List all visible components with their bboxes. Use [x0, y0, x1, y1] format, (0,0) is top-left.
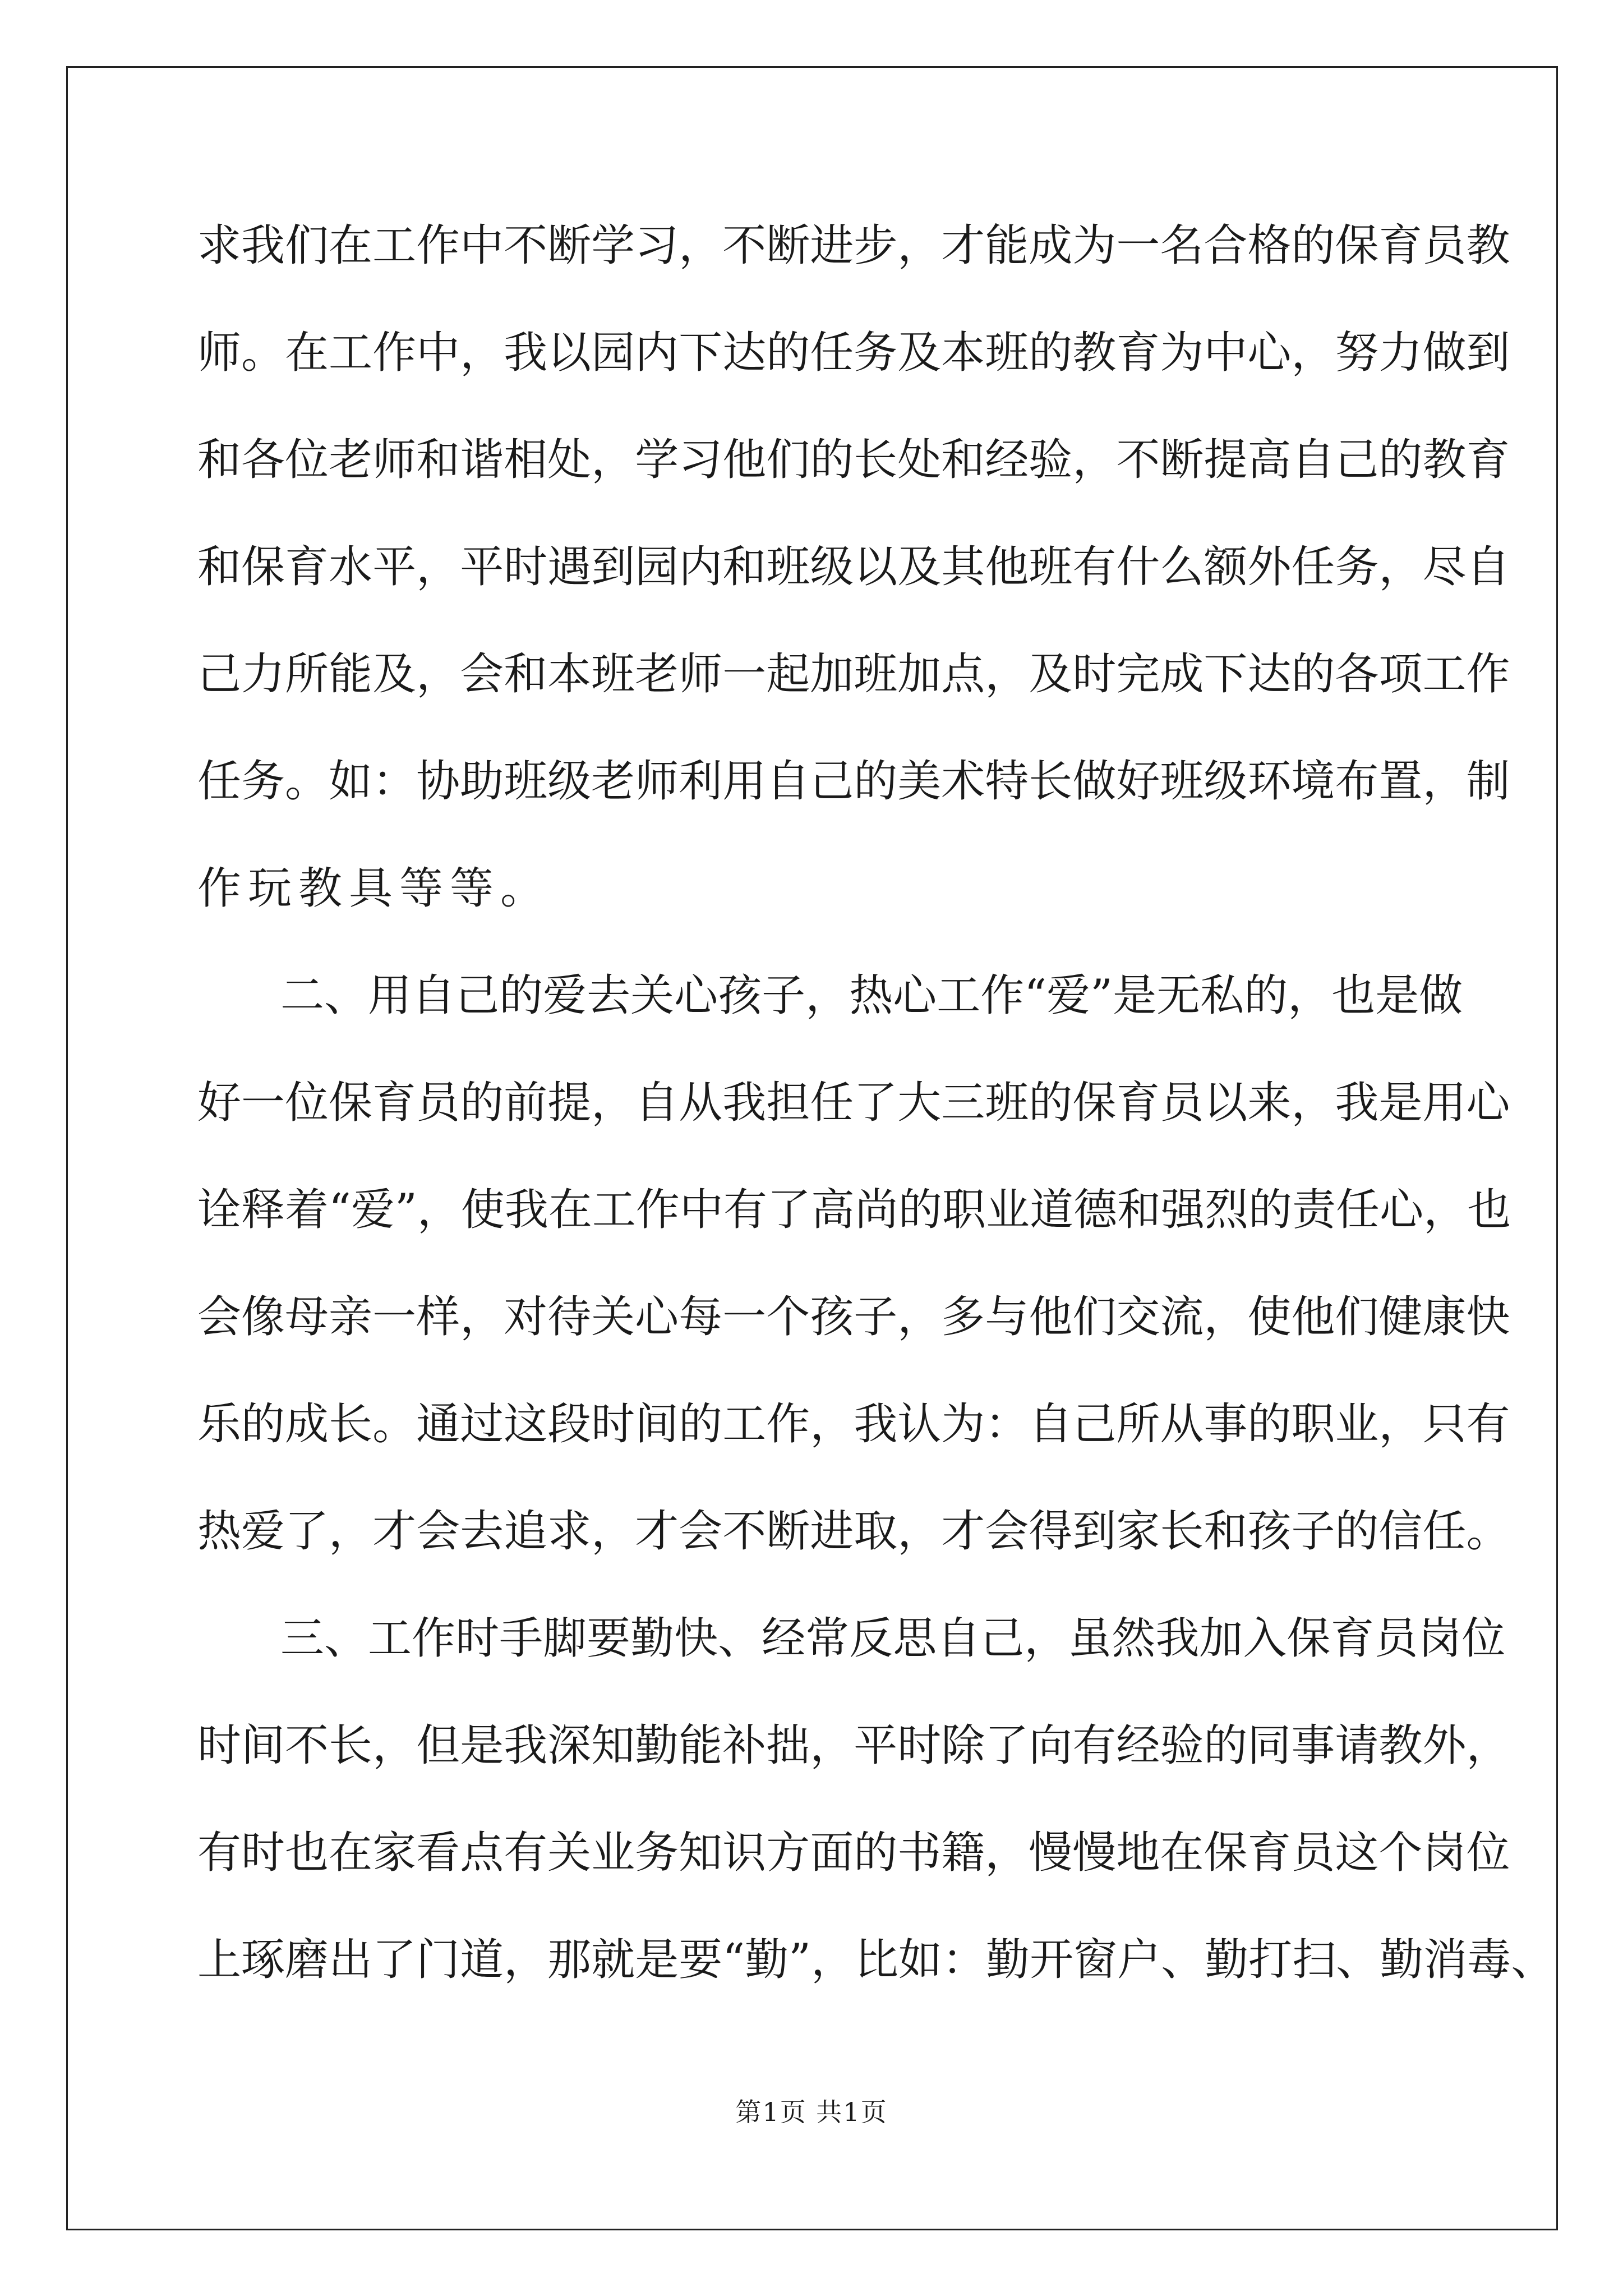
text-line: 任 务 。 如 ： 协 助 班 级 老 师 利 用 自 己 的 美 术 特 长 做 好 班 级 环 境 布 置 ， 制	[197, 756, 1510, 807]
text-line: 上 琢 磨 出 了 门 道 ， 那 就 是 要 “ 勤 ” ， 比 如 ： 勤 开 窗 户 、 勤 打 扫 、 勤 消 毒 、	[197, 1935, 1555, 1985]
text-line: 师 。 在 工 作 中 ， 我 以 园 内 下 达 的 任 务 及 本 班 的 教 育 为 中 心 ， 努 力 做 到	[197, 328, 1510, 378]
text-line: 热 爱 了 ， 才 会 去 追 求 ， 才 会 不 断 进 取 ， 才 会 得 到 家 长 和 孩 子 的 信 任 。	[197, 1506, 1510, 1557]
text-line: 好 一 位 保 育 员 的 前 提 ， 自 从 我 担 任 了 大 三 班 的 保 育 员 以 来 ， 我 是 用 心	[197, 1078, 1510, 1128]
text-line: 和 各 位 老 师 和 谐 相 处 ， 学 习 他 们 的 长 处 和 经 验 ， 不 断 提 高 自 己 的 教 育	[197, 435, 1510, 485]
text-line: 己 力 所 能 及 ， 会 和 本 班 老 师 一 起 加 班 加 点 ， 及 时 完 成 下 达 的 各 项 工 作	[197, 649, 1510, 700]
text-line: 会 像 母 亲 一 样 ， 对 待 关 心 每 一 个 孩 子 ， 多 与 他 们 交 流 ， 使 他 们 健 康 快	[197, 1292, 1510, 1342]
text-line: 和 保 育 水 平 ， 平 时 遇 到 园 内 和 班 级 以 及 其 他 班 有 什 么 额 外 任 务 ， 尽 自	[197, 542, 1510, 592]
text-line: 有 时 也 在 家 看 点 有 关 业 务 知 识 方 面 的 书 籍 ， 慢 慢 地 在 保 育 员 这 个 岗 位	[197, 1828, 1510, 1878]
page-border	[66, 66, 1558, 2230]
paragraph-heading-3: 三 、 工 作 时 手 脚 要 勤 快 、 经 常 反 思 自 己 ， 虽 然 我 加 入 保 育 员 岗 位	[280, 1613, 1506, 1664]
text-line: 诠 释 着 “ 爱 ” ， 使 我 在 工 作 中 有 了 高 尚 的 职 业 道 德 和 强 烈 的 责 任 心 ， 也	[197, 1185, 1511, 1235]
page-number: 第1页 共1页	[735, 2097, 888, 2127]
paragraph-heading-2: 二 、 用 自 己 的 爱 去 关 心 孩 子 ， 热 心 工 作 “ 爱 ” 是 无 私 的 ， 也 是 做	[280, 970, 1463, 1021]
text-line: 求 我 们 在 工 作 中 不 断 学 习 ， 不 断 进 步 ， 才 能 成 为 一 名 合 格 的 保 育 员 教	[197, 220, 1510, 271]
text-line: 作玩教具等等。	[197, 863, 551, 914]
text-line: 时 间 不 长 ， 但 是 我 深 知 勤 能 补 拙 ， 平 时 除 了 向 有 经 验 的 同 事 请 教 外 ，	[197, 1720, 1510, 1771]
text-line: 乐 的 成 长 。 通 过 这 段 时 间 的 工 作 ， 我 认 为 ： 自 己 所 从 事 的 职 业 ， 只 有	[197, 1399, 1510, 1450]
